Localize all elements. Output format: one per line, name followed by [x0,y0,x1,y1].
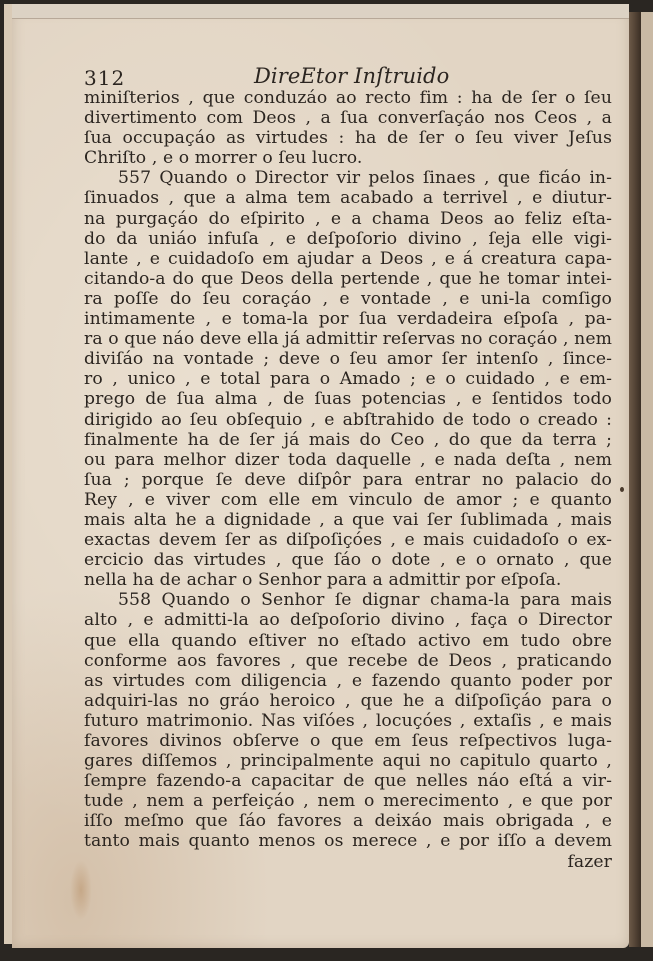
text-line: lante , e cuidadoſo em ajudar a Deos , e á creatura capa- [84,248,612,269]
text-block [84,66,612,872]
text-line: Rey , e viver com elle em vinculo de amor ; e quanto [84,489,612,510]
scan-background [0,948,653,961]
text-line: prego de ſua alma , de ſuas potencias , e ſentidos todo [84,389,612,410]
text-line: 558 Quando o Senhor ſe dignar chama-la para mais [118,590,612,611]
text-line: ſinuados , que a alma tem acabado a terrivel , e diutur- [84,188,612,209]
text-line: futuro matrimonio. Nas viſóes , locuçóes , extaſis , e mais [84,710,612,731]
running-title: DireEtor Inſtruido [254,64,450,88]
text-line: ro , unico , e total para o Amado ; e o cuidado , e em- [84,369,612,390]
text-line: exactas devem ſer as diſpoſiçóes , e mais cuidadoſo o ex- [84,530,612,551]
text-line: tude , nem a perfeiçáo , nem o merecimento , e que por [84,791,612,812]
text-line: na purgaçáo do eſpirito , e a chama Deos ao feliz eſta- [84,208,612,229]
text-line: ra poſſe do ſeu coraçáo , e vontade , e uni-la comſigo [84,288,612,309]
running-head [84,66,612,88]
text-line: 557 Quando o Director vir pelos ſinaes , que ficáo in- [118,168,612,189]
text-line: iſſo meſmo que ſáo favores a deixáo mais obrigada , e [84,811,612,832]
text-line: mais alta he a dignidade , a que vai ſer ſublimada , mais [84,509,612,530]
text-line: nella ha de achar o Senhor para a admittir por eſpoſa. [84,570,562,591]
text-line: gares diſſemos , principalmente aqui no capitulo quarto , [84,751,612,772]
text-line: ercicio das virtudes , que ſáo o dote , e o ornato , que [84,550,612,571]
page-top-edge [12,4,629,19]
text-line: do da uniáo infuſa , e deſpoſorio divino , ſeja elle vigi- [84,228,612,249]
text-line: divertimento com Deos , a ſua converſaçáo nos Ceos , a [84,108,612,129]
text-line: Chriſto , e o morrer o ſeu lucro. [84,148,363,169]
text-line: diviſáo na vontade ; deve o ſeu amor ſer intenſo , ſince- [84,349,612,370]
text-line: ſua ; porque ſe deve diſpôr para entrar no palacio do [84,469,612,490]
next-page-edge [641,12,653,947]
text-line: favores divinos obſerve o que em ſeus reſpectivos luga- [84,731,612,751]
text-line: alto , e admitti-la ao deſpoſorio divino , faça o Director [84,610,612,631]
text-line: conforme aos favores , que recebe de Deos , praticando [84,650,612,671]
text-line: tanto mais quanto menos os merece , e por iſſo a devem [84,831,612,852]
text-line: que ella quando eſtiver no eſtado activo em tudo obre [84,630,612,651]
text-line: ou para melhor dizer toda daquelle , e nada deſta , nem [84,449,612,470]
text-line: citando-a do que Deos della pertende , que he tomar intei- [84,268,612,289]
text-line: finalmente ha de ſer já mais do Ceo , do que da terra ; [84,429,612,450]
text-line: intimamente , e toma-la por ſua verdadeira eſpoſa , pa- [84,309,612,330]
text-line: dirigido ao ſeu obſequio , e abſtrahido de todo o creado : [84,409,612,430]
text-line: as virtudes com diligencia , e fazendo quanto poder por [84,670,612,691]
text-line: ſempre fazendo-a capacitar de que nelles náo eſtá a vir- [84,771,612,792]
text-line: adquiri-las no gráo heroico , que he a diſpoſiçáo para o [84,690,612,711]
page-number: 312 [84,66,126,90]
text-line: ſua occupaçáo as virtudes : ha de ſer o ſeu viver Jeſus [84,128,612,149]
margin-mark [620,487,624,492]
book-gutter [629,12,641,947]
catchword: fazer [567,851,612,872]
body-text [84,88,612,852]
text-line: ra o que náo deve ella já admittir reſervas no coraçáo , nem [84,329,612,350]
text-line: miniſterios , que conduzáo ao recto fim : ha de ſer o ſeu [84,88,612,108]
